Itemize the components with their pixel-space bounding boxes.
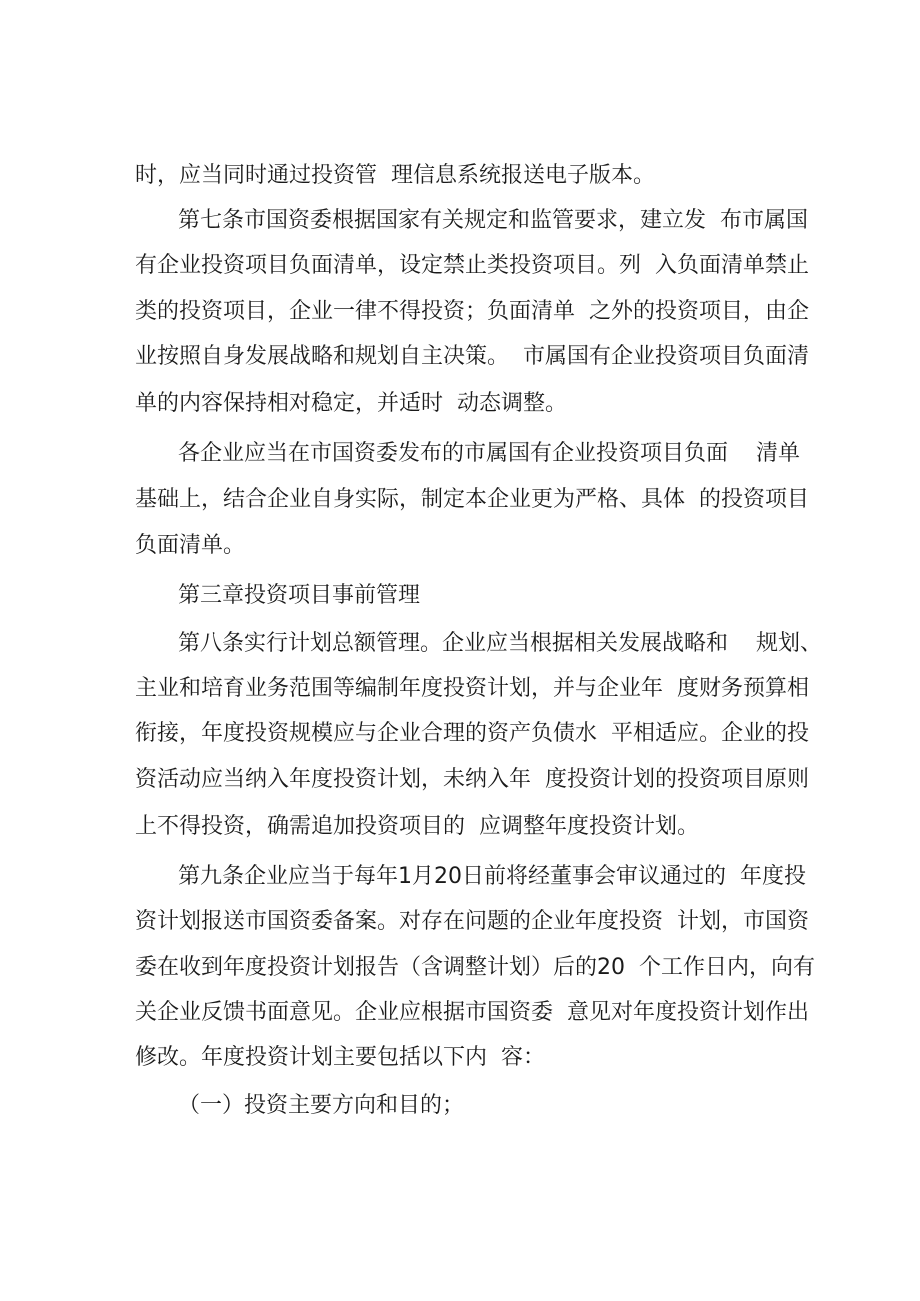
text-line-19: 关企业反馈书面意见。企业应根据市国资委 意见对年度投资计划作出 [135,1000,809,1025]
text-line-14: 资活动应当纳入年度投资计划，未纳入年 度投资计划的投资项目原则 [135,767,809,792]
text-line-7: 各企业应当在市国资委发布的市属国有企业投资项目负面 清单 [178,441,800,466]
text-line-3: 有企业投资项目负面清单，设定禁止类投资项目。列 入负面清单禁止 [135,253,809,278]
text-line-16: 第九条企业应当于每年1月20日前将经董事会审议通过的 年度投 [178,864,806,889]
text-line-6: 单的内容保持相对稳定，并适时 动态调整。 [135,391,567,416]
text-line-5: 业按照自身发展战略和规划自主决策。 市属国有企业投资项目负面清 [135,344,809,369]
text-line-9: 负面清单。 [135,533,246,558]
text-line-2: 第七条市国资委根据国家有关规定和监管要求，建立发 布市属国 [178,208,808,233]
text-line-8: 基础上，结合企业自身实际，制定本企业更为严格、具体 的投资项目 [135,487,809,512]
text-line-1: 时，应当同时通过投资管 理信息系统报送电子版本。 [135,163,655,188]
list-item-1: （一）投资主要方向和目的； [178,1093,465,1118]
text-line-12: 主业和培育业务范围等编制年度投资计划，并与企业年 度财务预算相 [135,676,809,701]
chapter-heading: 第三章投资项目事前管理 [178,583,421,608]
text-line-11: 第八条实行计划总额管理。企业应当根据相关发展战略和 规划、 [178,631,822,656]
text-line-20: 修改。年度投资计划主要包括以下内 容： [135,1045,545,1070]
text-line-4: 类的投资项目，企业一律不得投资；负面清单 之外的投资项目，由企 [135,299,809,324]
text-line-18: 委在收到年度投资计划报告（含调整计划）后的20 个工作日内，向有 [135,955,815,980]
text-line-17: 资计划报送市国资委备案。对存在问题的企业年度投资 计划，市国资 [135,909,809,934]
text-line-13: 衔接，年度投资规模应与企业合理的资产负债水 平相适应。企业的投 [135,721,809,746]
text-line-15: 上不得投资，确需追加投资项目的 应调整年度投资计划。 [135,814,699,839]
